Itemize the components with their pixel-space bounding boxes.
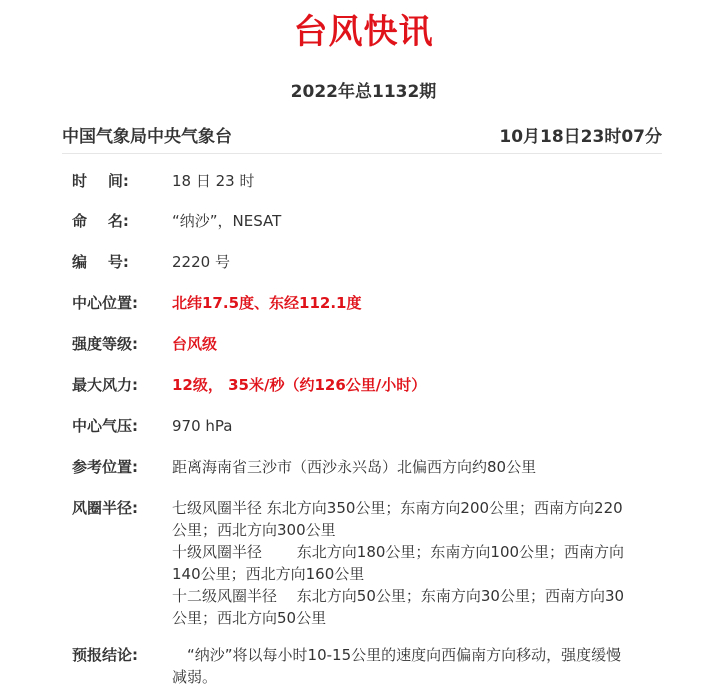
issue-time: 10月18日23时07分 — [499, 127, 662, 147]
header-divider — [62, 153, 662, 154]
forecast-label: 预报结论: — [72, 646, 138, 664]
wind-radius-line: 十二级风圈半径 东北方向50公里；东南方向30公里；西南方向30 — [172, 587, 625, 605]
reference-position-value: 距离海南省三沙市（西沙永兴岛）北偏西方向约80公里 — [172, 458, 537, 476]
number-value: 2220 号 — [172, 253, 230, 271]
wind-radius-label: 风圈半径: — [72, 499, 138, 517]
wind-radius-line: 公里；西北方向50公里 — [172, 609, 327, 627]
max-wind-value: 12级， 35米/秒（约126公里/小时） — [172, 376, 427, 394]
time-label: 时 间: — [72, 172, 129, 190]
wind-radius-line: 140公里；西北方向160公里 — [172, 565, 365, 583]
number-label: 编 号: — [72, 253, 129, 271]
issue-number: 2022年总1132期 — [290, 82, 437, 102]
name-value: “纳沙”，NESAT — [172, 212, 282, 230]
center-position-label: 中心位置: — [72, 294, 138, 312]
reference-position-label: 参考位置: — [72, 458, 138, 476]
forecast-line: 减弱。 — [172, 668, 218, 686]
time-value: 18 日 23 时 — [172, 172, 255, 190]
intensity-label: 强度等级: — [72, 335, 138, 353]
bulletin-header — [62, 124, 662, 150]
forecast-line: “纳沙”将以每小时10-15公里的速度向西偏南方向移动，强度缓慢 — [172, 646, 622, 664]
center-position-value: 北纬17.5度、东经112.1度 — [172, 294, 362, 312]
agency-name: 中国气象局中央气象台 — [62, 127, 232, 147]
intensity-value: 台风级 — [172, 335, 218, 353]
wind-radius-line: 公里；西北方向300公里 — [172, 521, 336, 539]
wind-radius-line: 七级风圈半径 东北方向350公里；东南方向200公里；西南方向220 — [172, 499, 623, 517]
name-label: 命 名: — [72, 212, 129, 230]
max-wind-label: 最大风力: — [72, 376, 138, 394]
wind-radius-value — [172, 497, 650, 629]
forecast-value — [172, 644, 650, 688]
pressure-label: 中心气压: — [72, 417, 138, 435]
pressure-value: 970 hPa — [172, 417, 233, 435]
page-title: 台风快讯 — [293, 12, 434, 52]
wind-radius-line: 十级风圈半径 东北方向180公里；东南方向100公里；西南方向 — [172, 543, 625, 561]
